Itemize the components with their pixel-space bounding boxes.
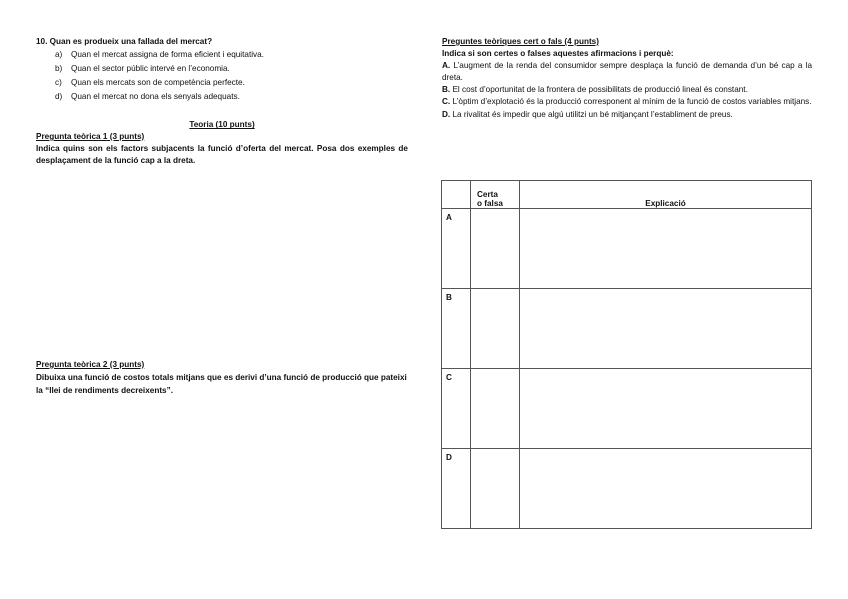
answers-header-row [442, 181, 812, 209]
statement-c: C. L’òptim d’explotació és la producció corresponent al mínim de la funció de costos variables mitjans. [442, 97, 812, 107]
theory-heading: Teoria (10 punts) [189, 120, 255, 130]
theory-question-1-body: Indica quins son els factors subjacents la funció d’oferta del mercat. Posa dos exemples de desplaçament de la funció cap a la dreta. [36, 143, 408, 165]
option-d: d) Quan el mercat no dona els senyals adequats. [55, 92, 240, 102]
header-letter-cell [442, 181, 471, 209]
theory-question-2 [36, 358, 408, 397]
header-explanation: Explicació [520, 181, 812, 209]
answer-row-c [442, 369, 812, 449]
option-a: a) Quan el mercat assigna de forma eficient i equitativa. [55, 49, 264, 59]
left-column [36, 36, 408, 167]
true-false-instruction: Indica si son certes o falses aquestes afirmacions i perquè: [442, 48, 674, 58]
answer-row-d [442, 449, 812, 529]
explanation-cell-b[interactable] [520, 289, 812, 369]
header-true-false: Certa o falsa [471, 181, 520, 209]
true-false-cell-a[interactable] [471, 209, 520, 289]
option-b: b) Quan el sector públic intervé en l’economia. [55, 63, 230, 73]
right-column [442, 36, 812, 121]
statement-a: A. L’augment de la renda del consumidor sempre desplaça la funció de demanda d’un bé cap a la dreta. [442, 60, 812, 82]
row-label-c: C [442, 369, 471, 449]
theory-question-1-title: Pregunta teòrica 1 (3 punts) [36, 132, 145, 142]
row-label-b: B [442, 289, 471, 369]
question-10-title: 10. Quan es produeix una fallada del mercat? [36, 37, 213, 46]
explanation-cell-d[interactable] [520, 449, 812, 529]
question-10-options [36, 49, 408, 103]
explanation-cell-c[interactable] [520, 369, 812, 449]
answer-row-a [442, 209, 812, 289]
true-false-title: Preguntes teòriques cert o fals (4 punts) [442, 37, 599, 46]
answer-row-b [442, 289, 812, 369]
explanation-cell-a[interactable] [520, 209, 812, 289]
row-label-a: A [442, 209, 471, 289]
theory-question-2-body: Dibuixa una funció de costos totals mitjans que es derivi d’una funció de producció que pateixi la “llei de rendiments decreixents”. [36, 373, 407, 396]
true-false-cell-c[interactable] [471, 369, 520, 449]
statement-d: D. La rivalitat és impedir que algú utilitzi un bé mitjançant l’establiment de preus. [442, 109, 733, 119]
theory-question-2-title: Pregunta teòrica 2 (3 punts) [36, 360, 145, 369]
true-false-cell-d[interactable] [471, 449, 520, 529]
answers-table [441, 180, 812, 529]
true-false-cell-b[interactable] [471, 289, 520, 369]
option-c: c) Quan els mercats son de competència perfecte. [55, 78, 245, 88]
statement-b: B. El cost d’oportunitat de la frontera de possibilitats de producció lineal és constant. [442, 85, 748, 95]
row-label-d: D [442, 449, 471, 529]
